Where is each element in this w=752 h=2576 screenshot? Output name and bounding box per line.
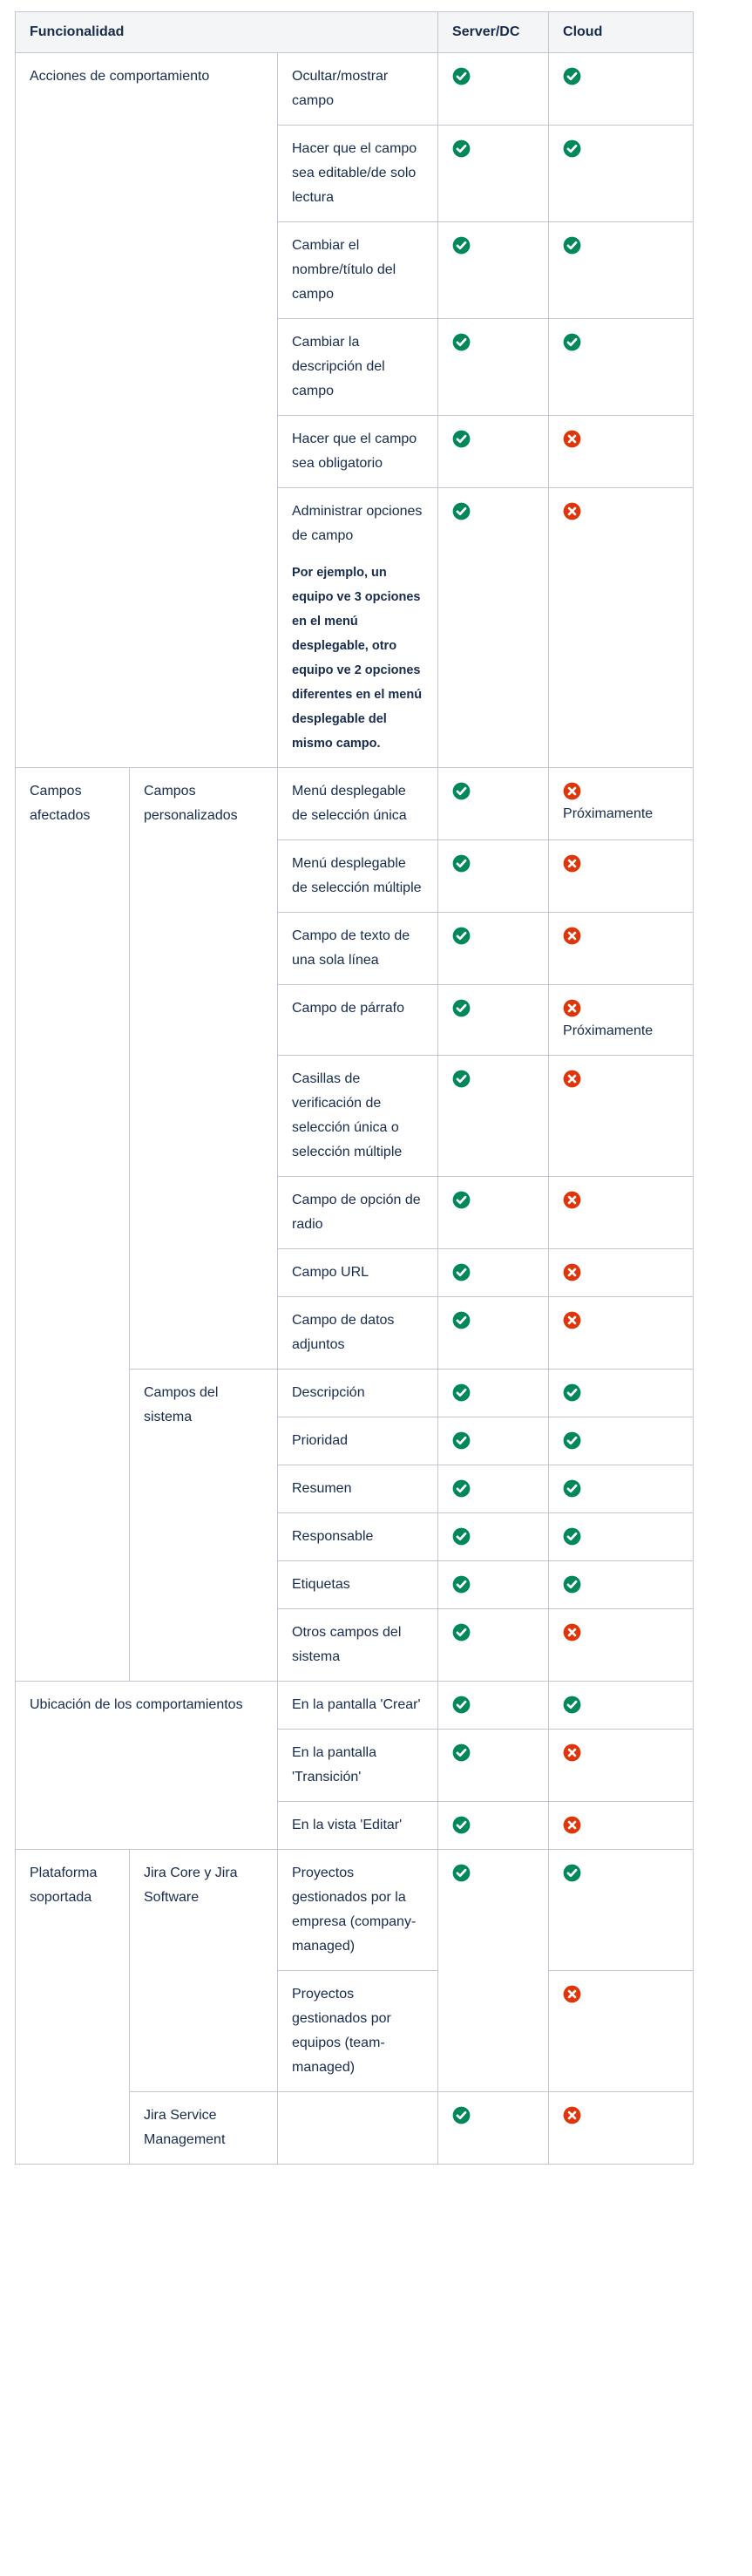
item-cell	[278, 1297, 438, 1370]
check-circle-icon	[452, 1864, 471, 1882]
cell-text: Responsable	[292, 1529, 374, 1544]
cell-text: Campo de texto de una sola línea	[292, 928, 410, 968]
cell-text: Proyectos gestionados por equipos (team-managed)	[292, 1987, 391, 2075]
cell-text: Casillas de verificación de selección única o selección múltiple	[292, 1071, 403, 1159]
item-cell	[278, 1850, 438, 1971]
check-circle-icon	[452, 1191, 471, 1209]
status-cell	[549, 416, 694, 488]
cell-text: Hacer que el campo sea obligatorio	[292, 432, 417, 471]
status-cell	[438, 53, 549, 126]
cell-text: Etiquetas	[292, 1577, 350, 1592]
item-cell	[278, 488, 438, 768]
status-cell	[438, 1682, 549, 1730]
cross-circle-icon	[563, 1070, 581, 1088]
subcategory-cell	[130, 2092, 278, 2165]
category-cell	[16, 768, 130, 1682]
item-cell	[278, 985, 438, 1056]
check-circle-icon	[563, 1864, 581, 1882]
cell-text: Jira Service Management	[144, 2108, 226, 2147]
check-circle-icon	[452, 1623, 471, 1641]
subcategory-cell	[130, 1850, 278, 2092]
check-circle-icon	[452, 67, 471, 85]
status-cell	[549, 319, 694, 416]
header-server-dc: Server/DC	[438, 12, 549, 53]
table-row	[16, 1850, 694, 1971]
cross-circle-icon	[563, 502, 581, 520]
status-cell	[549, 1297, 694, 1370]
status-cell	[549, 1513, 694, 1561]
cell-text: Campos del sistema	[144, 1385, 219, 1424]
check-circle-icon	[563, 1431, 581, 1450]
status-cell	[549, 768, 694, 840]
status-cell	[549, 1682, 694, 1730]
example-text: Por ejemplo, un equipo ve 3 opciones en el menú desplegable, otro equipo ve 2 opciones diferentes en el menú desplegable del mismo campo.	[292, 566, 423, 751]
status-cell	[438, 1609, 549, 1682]
cross-circle-icon	[563, 1311, 581, 1329]
status-cell	[438, 1465, 549, 1513]
header-row	[16, 12, 694, 53]
item-cell	[278, 416, 438, 488]
cross-circle-icon	[563, 2106, 581, 2124]
cell-text: Cambiar el nombre/título del campo	[292, 238, 396, 302]
check-circle-icon	[452, 1527, 471, 1546]
status-cell	[549, 1802, 694, 1850]
cell-text: Campo de opción de radio	[292, 1193, 421, 1232]
cross-circle-icon	[563, 1743, 581, 1762]
check-circle-icon	[452, 236, 471, 255]
check-circle-icon	[452, 1479, 471, 1498]
status-cell	[438, 222, 549, 319]
item-cell	[278, 1513, 438, 1561]
check-circle-icon	[452, 502, 471, 520]
cell-text: Campos personalizados	[144, 784, 238, 823]
item-cell	[278, 1609, 438, 1682]
item-cell	[278, 1802, 438, 1850]
status-cell	[438, 1730, 549, 1802]
table-row	[16, 1682, 694, 1730]
cell-text: Hacer que el campo sea editable/de solo lectura	[292, 141, 417, 205]
item-cell	[278, 1249, 438, 1297]
status-cell	[549, 840, 694, 913]
check-circle-icon	[563, 236, 581, 255]
check-circle-icon	[452, 1070, 471, 1088]
status-cell	[549, 1730, 694, 1802]
cross-circle-icon	[563, 1985, 581, 2003]
cell-text: Otros campos del sistema	[292, 1625, 402, 1664]
status-cell	[549, 488, 694, 768]
check-circle-icon	[452, 1816, 471, 1834]
item-cell	[278, 1561, 438, 1609]
cell-text: Acciones de comportamiento	[30, 69, 210, 84]
status-cell	[549, 1370, 694, 1417]
check-circle-icon	[452, 1575, 471, 1594]
status-cell	[438, 1802, 549, 1850]
item-cell	[278, 1971, 438, 2092]
status-cell	[549, 222, 694, 319]
cell-text: En la pantalla 'Transición'	[292, 1745, 376, 1784]
category-cell	[16, 1682, 278, 1850]
cross-circle-icon	[563, 782, 581, 800]
status-cell	[549, 1056, 694, 1177]
check-circle-icon	[563, 1383, 581, 1402]
check-circle-icon	[452, 2106, 471, 2124]
category-cell	[16, 53, 278, 768]
cell-text: Cambiar la descripción del campo	[292, 335, 385, 398]
check-circle-icon	[452, 1311, 471, 1329]
cell-text: En la vista 'Editar'	[292, 1818, 403, 1832]
table-row	[16, 768, 694, 840]
check-circle-icon	[563, 1575, 581, 1594]
table-row	[16, 53, 694, 126]
status-cell	[438, 1177, 549, 1249]
cell-text: Prioridad	[292, 1433, 349, 1448]
item-cell	[278, 222, 438, 319]
cell-text: Administrar opciones de campo	[292, 504, 423, 543]
item-cell	[278, 126, 438, 222]
cell-text: Plataforma soportada	[30, 1866, 98, 1905]
item-cell	[278, 768, 438, 840]
status-cell	[549, 1971, 694, 2092]
check-circle-icon	[563, 1479, 581, 1498]
check-circle-icon	[452, 1431, 471, 1450]
cell-text: En la pantalla 'Crear'	[292, 1697, 421, 1712]
item-cell	[278, 913, 438, 985]
check-circle-icon	[452, 1743, 471, 1762]
check-circle-icon	[452, 139, 471, 158]
item-cell	[278, 319, 438, 416]
item-cell	[278, 1370, 438, 1417]
cell-text: Menú desplegable de selección única	[292, 784, 407, 823]
cell-text: Campo de datos adjuntos	[292, 1313, 395, 1352]
status-cell	[438, 1561, 549, 1609]
feature-comparison-table	[15, 11, 694, 2165]
check-circle-icon	[563, 139, 581, 158]
status-cell	[549, 1465, 694, 1513]
status-cell	[549, 1609, 694, 1682]
cross-circle-icon	[563, 1623, 581, 1641]
coming-soon-label: Próximamente	[563, 806, 654, 821]
check-circle-icon	[563, 1696, 581, 1714]
item-cell	[278, 53, 438, 126]
status-cell	[438, 1370, 549, 1417]
status-cell	[438, 416, 549, 488]
comparison-table-body	[16, 53, 694, 2165]
cell-text: Ubicación de los comportamientos	[30, 1697, 243, 1712]
status-cell	[438, 1513, 549, 1561]
header-funcionalidad: Funcionalidad	[16, 12, 438, 53]
cell-text: Resumen	[292, 1481, 352, 1496]
header-cloud: Cloud	[549, 12, 694, 53]
item-cell	[278, 1682, 438, 1730]
status-cell	[549, 2092, 694, 2165]
status-cell	[438, 1297, 549, 1370]
item-cell	[278, 1417, 438, 1465]
check-circle-icon	[452, 333, 471, 351]
status-cell	[438, 840, 549, 913]
status-cell	[549, 126, 694, 222]
status-cell	[549, 1850, 694, 1971]
subcategory-cell	[130, 768, 278, 1370]
check-circle-icon	[452, 854, 471, 873]
cell-text: Campo de párrafo	[292, 1001, 404, 1016]
check-circle-icon	[452, 430, 471, 448]
status-cell	[438, 913, 549, 985]
item-cell	[278, 1465, 438, 1513]
status-cell	[438, 1249, 549, 1297]
status-cell	[549, 913, 694, 985]
item-cell	[278, 1730, 438, 1802]
status-cell	[549, 1249, 694, 1297]
status-cell	[438, 2092, 549, 2165]
check-circle-icon	[563, 333, 581, 351]
cross-circle-icon	[563, 854, 581, 873]
status-cell	[549, 1417, 694, 1465]
empty-cell	[278, 2092, 438, 2165]
status-cell	[438, 319, 549, 416]
cell-text: Jira Core y Jira Software	[144, 1866, 238, 1905]
check-circle-icon	[452, 1263, 471, 1281]
status-cell	[438, 126, 549, 222]
status-cell	[549, 985, 694, 1056]
status-cell	[438, 1056, 549, 1177]
status-cell	[438, 768, 549, 840]
cross-circle-icon	[563, 999, 581, 1017]
cross-circle-icon	[563, 1263, 581, 1281]
check-circle-icon	[452, 1696, 471, 1714]
status-cell	[438, 985, 549, 1056]
check-circle-icon	[563, 67, 581, 85]
check-circle-icon	[452, 782, 471, 800]
status-cell	[549, 53, 694, 126]
category-cell	[16, 1850, 130, 2165]
cross-circle-icon	[563, 1191, 581, 1209]
status-cell	[438, 1850, 549, 2092]
cell-text: Descripción	[292, 1385, 365, 1400]
cross-circle-icon	[563, 1816, 581, 1834]
check-circle-icon	[452, 927, 471, 945]
status-cell	[549, 1561, 694, 1609]
cell-text: Menú desplegable de selección múltiple	[292, 856, 422, 895]
cross-circle-icon	[563, 430, 581, 448]
coming-soon-label: Próximamente	[563, 1023, 654, 1038]
item-cell	[278, 840, 438, 913]
cross-circle-icon	[563, 927, 581, 945]
item-cell	[278, 1177, 438, 1249]
cell-text: Ocultar/mostrar campo	[292, 69, 389, 108]
cell-text: Campos afectados	[30, 784, 91, 823]
subcategory-cell	[130, 1370, 278, 1682]
check-circle-icon	[452, 1383, 471, 1402]
check-circle-icon	[452, 999, 471, 1017]
cell-text: Campo URL	[292, 1265, 369, 1280]
status-cell	[438, 488, 549, 768]
check-circle-icon	[563, 1527, 581, 1546]
status-cell	[438, 1417, 549, 1465]
cell-text: Proyectos gestionados por la empresa (company-managed)	[292, 1866, 417, 1954]
status-cell	[549, 1177, 694, 1249]
item-cell	[278, 1056, 438, 1177]
